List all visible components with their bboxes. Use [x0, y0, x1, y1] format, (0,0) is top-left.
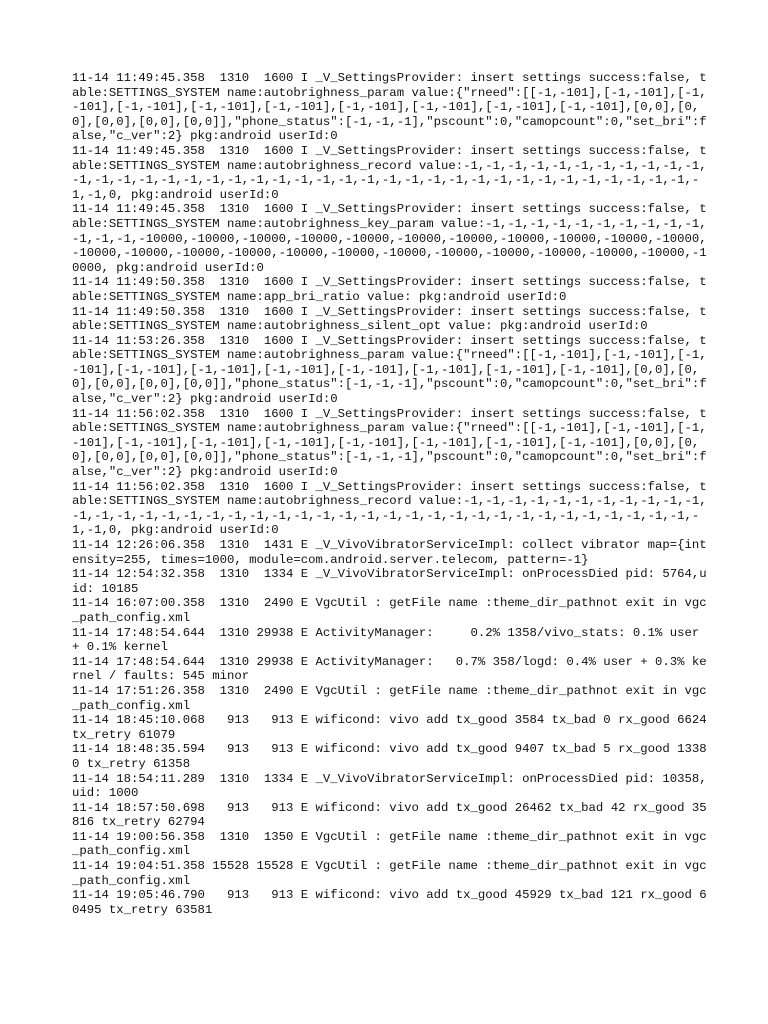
log-entry: 11-14 18:45:10.068 913 913 E wificond: vivo add tx_good 3584 tx_bad 0 rx_good 6624 tx_retry 61079 — [72, 713, 715, 742]
log-entry: 11-14 12:54:32.358 1310 1334 E _V_VivoVibratorServiceImpl: onProcessDied pid: 5764,uid: 10185 — [72, 567, 707, 596]
log-entry: 11-14 11:49:50.358 1310 1600 I _V_SettingsProvider: insert settings success:false, table:SETTINGS_SYSTEM name:autobrighness_silent_opt value: pkg:android userId:0 — [72, 304, 707, 334]
log-entry: 11-14 11:56:02.358 1310 1600 I _V_SettingsProvider: insert settings success:false, table:SETTINGS_SYSTEM name:autobrighness_param value:{"rneed":[[-1,-101],[-1,-101],[-1,-101],[-1,-101],[-1,-101],[-1,-101],[-1,-101],[-1,-101],[-1,-101],[-1,-101],[0,0],[0,0],[0,0],[0,0],[0,0]],"phone_status":[-1,-1,-1],"pscount":0,"camopcount":0,"set_bri":false,"c_ver":2} pkg:android userId:0 — [72, 406, 707, 480]
log-entry: 11-14 17:51:26.358 1310 2490 E VgcUtil : getFile name :theme_dir_pathnot exit in vgc_path_config.xml — [72, 683, 707, 713]
log-entry: 11-14 11:49:45.358 1310 1600 I _V_SettingsProvider: insert settings success:false, table:SETTINGS_SYSTEM name:autobrighness_key_param value:-1,-1,-1,-1,-1,-1,-1,-1,-1,-1,-1,-1,-1,-10000,-10000,-10000,-10000,-10000,-10000,-10000,-10000,-10000,-10000,-10000,-10000,-10000,-10000,-10000,-10000,-10000,-10000,-10000,-10000,-10000,-10000,-10000,-10000, pkg:android userId:0 — [72, 202, 707, 275]
log-document — [72, 71, 715, 917]
log-entry: 11-14 17:48:54.644 1310 29938 E ActivityManager: 0.2% 1358/vivo_stats: 0.1% user + 0.1% kernel — [72, 625, 707, 655]
log-entry: 11-14 18:48:35.594 913 913 E wificond: vivo add tx_good 9407 tx_bad 5 rx_good 13380 tx_retry 61358 — [72, 742, 707, 771]
log-entry: 11-14 19:04:51.358 15528 15528 E VgcUtil : getFile name :theme_dir_pathnot exit in vgc_path_config.xml — [72, 859, 707, 888]
log-entry: 11-14 12:26:06.358 1310 1431 E _V_VivoVibratorServiceImpl: collect vibrator map={intensity=255, times=1000, module=com.android.server.telecom, pattern=-1} — [72, 538, 707, 567]
log-entry: 11-14 11:49:50.358 1310 1600 I _V_SettingsProvider: insert settings success:false, table:SETTINGS_SYSTEM name:app_bri_ratio value: pkg:android userId:0 — [72, 275, 707, 304]
log-entry: 11-14 16:07:00.358 1310 2490 E VgcUtil : getFile name :theme_dir_pathnot exit in vgc_path_config.xml — [72, 596, 707, 625]
log-entry: 11-14 11:49:45.358 1310 1600 I _V_SettingsProvider: insert settings success:false, table:SETTINGS_SYSTEM name:autobrighness_record value:-1,-1,-1,-1,-1,-1,-1,-1,-1,-1,-1,-1,-1,-1,-1,-1,-1,-1,-1,-1,-1,-1,-1,-1,-1,-1,-1,-1,-1,-1,-1,-1,-1,-1,-1,-1,-1,-1,-1,-1,-1,0, pkg:android userId:0 — [72, 143, 707, 202]
log-entry: 11-14 11:53:26.358 1310 1600 I _V_SettingsProvider: insert settings success:false, table:SETTINGS_SYSTEM name:autobrighness_param value:{"rneed":[[-1,-101],[-1,-101],[-1,-101],[-1,-101],[-1,-101],[-1,-101],[-1,-101],[-1,-101],[-1,-101],[-1,-101],[0,0],[0,0],[0,0],[0,0],[0,0]],"phone_status":[-1,-1,-1],"pscount":0,"camopcount":0,"set_bri":false,"c_ver":2} pkg:android userId:0 — [72, 333, 707, 407]
log-entry: 11-14 19:00:56.358 1310 1350 E VgcUtil : getFile name :theme_dir_pathnot exit in vgc_path_config.xml — [72, 829, 707, 859]
log-entry: 11-14 18:57:50.698 913 913 E wificond: vivo add tx_good 26462 tx_bad 42 rx_good 35816 tx_retry 62794 — [72, 800, 707, 830]
log-entry: 11-14 19:05:46.790 913 913 E wificond: vivo add tx_good 45929 tx_bad 121 rx_good 60495 tx_retry 63581 — [72, 888, 707, 917]
log-entry: 11-14 11:49:45.358 1310 1600 I _V_SettingsProvider: insert settings success:false, table:SETTINGS_SYSTEM name:autobrighness_param value:{"rneed":[[-1,-101],[-1,-101],[-1,-101],[-1,-101],[-1,-101],[-1,-101],[-1,-101],[-1,-101],[-1,-101],[-1,-101],[0,0],[0,0],[0,0],[0,0],[0,0]],"phone_status":[-1,-1,-1],"pscount":0,"camopcount":0,"set_bri":false,"c_ver":2} pkg:android userId:0 — [72, 71, 707, 144]
log-entry: 11-14 11:56:02.358 1310 1600 I _V_SettingsProvider: insert settings success:false, table:SETTINGS_SYSTEM name:autobrighness_record value:-1,-1,-1,-1,-1,-1,-1,-1,-1,-1,-1,-1,-1,-1,-1,-1,-1,-1,-1,-1,-1,-1,-1,-1,-1,-1,-1,-1,-1,-1,-1,-1,-1,-1,-1,-1,-1,-1,-1,-1,-1,0, pkg:android userId:0 — [72, 479, 707, 538]
log-entry: 11-14 17:48:54.644 1310 29938 E ActivityManager: 0.7% 358/logd: 0.4% user + 0.3% kernel / faults: 545 minor — [72, 654, 707, 684]
log-entry: 11-14 18:54:11.289 1310 1334 E _V_VivoVibratorServiceImpl: onProcessDied pid: 10358,uid: 1000 — [72, 771, 707, 801]
